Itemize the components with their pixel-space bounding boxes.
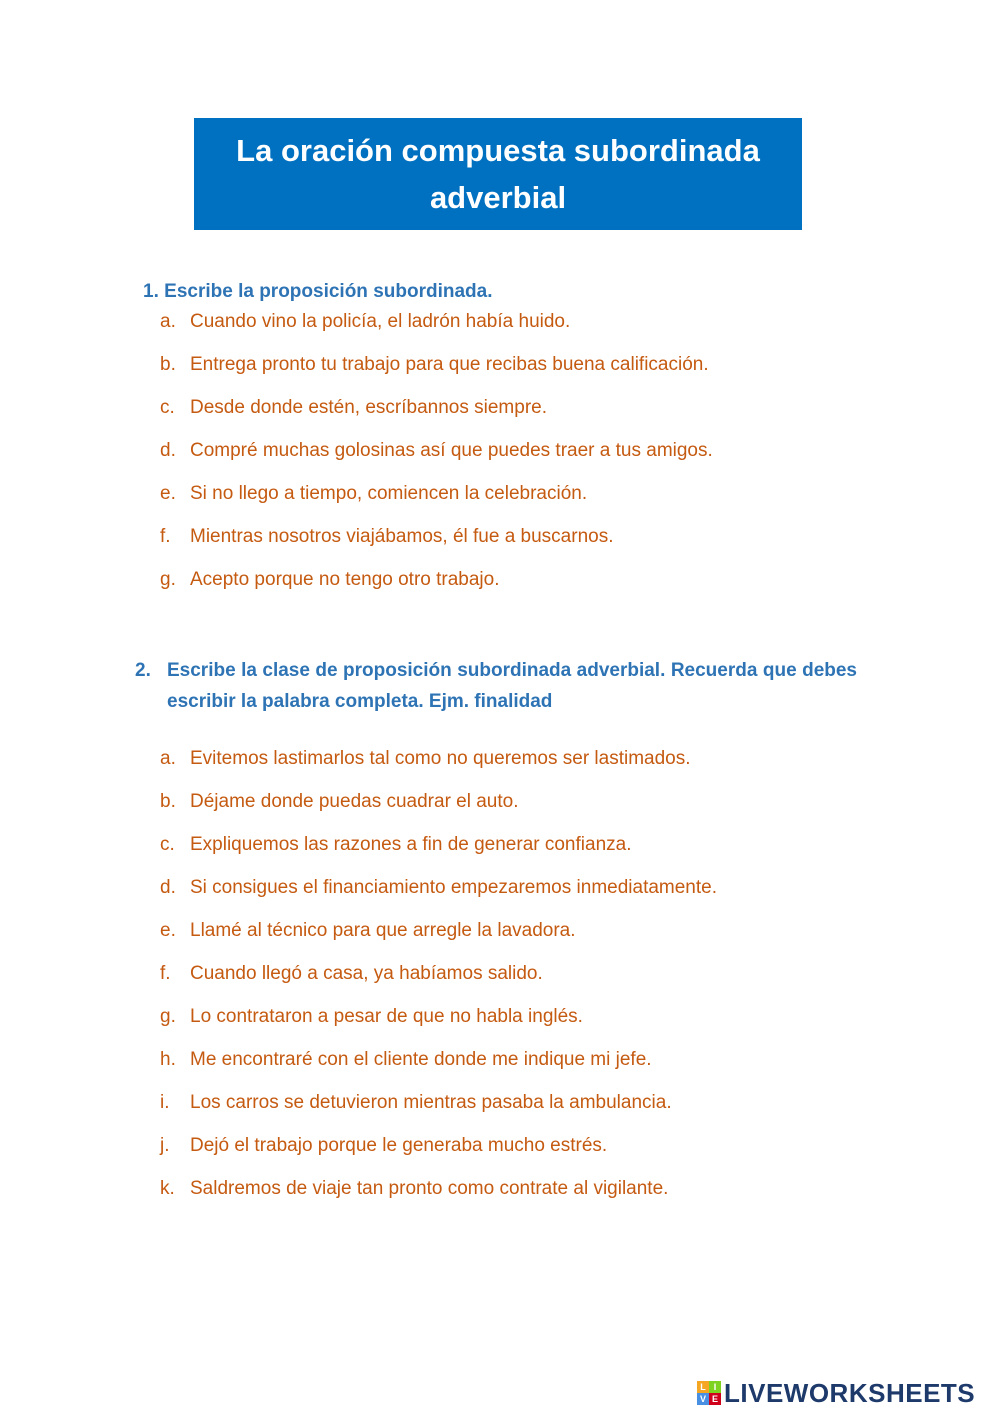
list-item <box>160 963 717 1006</box>
title-line-1: La oración compuesta subordinada <box>236 133 760 168</box>
logo-icon-cell: L <box>697 1381 709 1393</box>
item-letter: a. <box>160 748 176 769</box>
item-letter: e. <box>160 920 176 941</box>
question-1-text: Escribe la proposición subordinada. <box>164 281 493 302</box>
list-item <box>160 397 713 440</box>
list-item <box>160 1092 717 1135</box>
list-item <box>160 1049 717 1092</box>
item-text: Desde donde estén, escríbannos siempre. <box>190 397 547 418</box>
list-item <box>160 440 713 483</box>
item-text: Entrega pronto tu trabajo para que recibas buena calificación. <box>190 354 709 375</box>
item-letter: g. <box>160 1006 176 1027</box>
title-banner <box>194 118 802 230</box>
item-letter: a. <box>160 311 176 332</box>
list-item <box>160 483 713 526</box>
question-1-number: 1. <box>143 281 159 302</box>
item-text: Déjame donde puedas cuadrar el auto. <box>190 791 519 812</box>
list-item <box>160 1135 717 1178</box>
logo-icon-cell: V <box>697 1393 709 1405</box>
item-text: Si no llego a tiempo, comiencen la celebración. <box>190 483 588 504</box>
logo-icon-cell: I <box>709 1381 721 1393</box>
item-letter: d. <box>160 877 176 898</box>
logo-icon-cell: E <box>709 1393 721 1405</box>
question-2-list <box>160 748 717 1221</box>
item-letter: d. <box>160 440 176 461</box>
question-2-text: Escribe la clase de proposición subordinada adverbial. Recuerda que debes escribir la palabra completa. Ejm. finalidad <box>167 660 857 712</box>
item-text: Si consigues el financiamiento empezaremos inmediatamente. <box>190 877 717 898</box>
list-item <box>160 748 717 791</box>
item-letter: c. <box>160 834 175 855</box>
question-1-list <box>160 311 713 612</box>
list-item <box>160 1006 717 1049</box>
question-2-heading <box>135 655 857 717</box>
item-text: Acepto porque no tengo otro trabajo. <box>190 569 500 590</box>
item-letter: k. <box>160 1178 175 1199</box>
question-1-heading <box>143 281 492 303</box>
item-letter: b. <box>160 354 176 375</box>
item-letter: h. <box>160 1049 176 1070</box>
item-text: Mientras nosotros viajábamos, él fue a buscarnos. <box>190 526 614 547</box>
item-letter: g. <box>160 569 176 590</box>
item-letter: c. <box>160 397 175 418</box>
list-item <box>160 1178 717 1221</box>
liveworksheets-logo[interactable] <box>697 1378 975 1408</box>
item-text: Compré muchas golosinas así que puedes traer a tus amigos. <box>190 440 713 461</box>
item-text: Saldremos de viaje tan pronto como contrate al vigilante. <box>190 1178 669 1199</box>
item-text: Llamé al técnico para que arregle la lavadora. <box>190 920 576 941</box>
item-text: Evitemos lastimarlos tal como no queremos ser lastimados. <box>190 748 691 769</box>
item-letter: f. <box>160 526 171 547</box>
question-2-number: 2. <box>135 660 151 681</box>
item-letter: b. <box>160 791 176 812</box>
item-letter: j. <box>160 1135 170 1156</box>
logo-text: LIVEWORKSHEETS <box>724 1377 976 1408</box>
list-item <box>160 526 713 569</box>
item-text: Dejó el trabajo porque le generaba mucho estrés. <box>190 1135 608 1156</box>
item-text: Los carros se detuvieron mientras pasaba la ambulancia. <box>190 1092 672 1113</box>
list-item <box>160 354 713 397</box>
liveworksheets-logo-icon <box>697 1381 721 1405</box>
item-text: Expliquemos las razones a fin de generar confianza. <box>190 834 632 855</box>
item-letter: i. <box>160 1092 170 1113</box>
title-line-2: adverbial <box>429 180 567 215</box>
item-text: Cuando vino la policía, el ladrón había huido. <box>190 311 571 332</box>
item-text: Me encontraré con el cliente donde me indique mi jefe. <box>190 1049 652 1070</box>
item-letter: f. <box>160 963 171 984</box>
item-letter: e. <box>160 483 176 504</box>
list-item <box>160 877 717 920</box>
item-text: Lo contrataron a pesar de que no habla inglés. <box>190 1006 583 1027</box>
list-item <box>160 920 717 963</box>
list-item <box>160 569 713 612</box>
list-item <box>160 834 717 877</box>
list-item <box>160 791 717 834</box>
item-text: Cuando llegó a casa, ya habíamos salido. <box>190 963 543 984</box>
list-item <box>160 311 713 354</box>
